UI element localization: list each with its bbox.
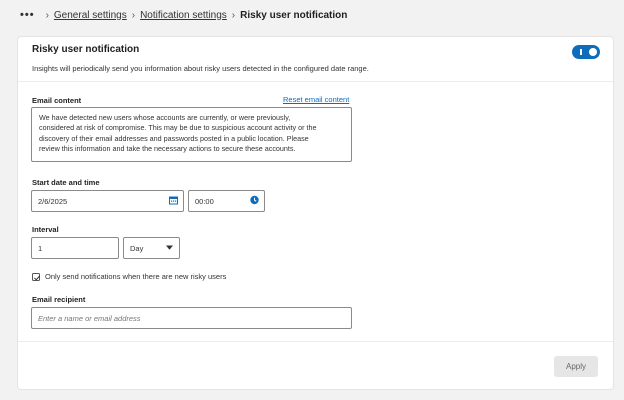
interval-value-input[interactable] xyxy=(31,237,119,259)
toggle-on-indicator xyxy=(580,49,582,55)
chevron-right-icon: › xyxy=(131,9,136,21)
interval-unit-value: Day xyxy=(130,243,144,253)
enable-toggle[interactable] xyxy=(572,45,600,59)
footer-divider xyxy=(18,341,613,342)
breadcrumb-general-settings[interactable]: General settings xyxy=(53,9,127,21)
start-time-input[interactable] xyxy=(188,190,265,212)
interval-label: Interval xyxy=(32,225,59,234)
card-header xyxy=(18,37,613,82)
card-description: Insights will periodically send you information about risky users detected in the configured date range. xyxy=(32,64,369,73)
email-recipient-placeholder: Enter a name or email address xyxy=(38,313,141,323)
only-new-checkbox[interactable] xyxy=(32,273,40,281)
settings-card xyxy=(17,36,614,390)
more-icon[interactable]: ••• xyxy=(20,9,35,21)
clock-icon[interactable] xyxy=(250,196,259,207)
start-time-value: 00:00 xyxy=(195,196,214,206)
breadcrumb-notification-settings[interactable]: Notification settings xyxy=(140,9,227,21)
chevron-right-icon: › xyxy=(45,9,49,21)
only-new-label[interactable]: Only send notifications when there are new risky users xyxy=(45,272,227,281)
start-date-value: 2/6/2025 xyxy=(38,196,68,206)
email-content-label: Email content xyxy=(32,96,82,105)
email-content-textarea[interactable]: We have detected new users whose accounts are currently, or were previously, considered at risk of compromise. This may be due to suspicious account activity or the discovery of their email addresses and passwords posted in a public location. Please review this information and take the necessary actions to secure these accounts. xyxy=(31,107,352,162)
start-date-label: Start date and time xyxy=(32,178,100,187)
breadcrumb-current: Risky user notification xyxy=(240,9,348,21)
calendar-icon[interactable] xyxy=(169,196,178,207)
caret-down-icon xyxy=(166,244,173,253)
interval-unit-select[interactable] xyxy=(123,237,180,259)
toggle-knob xyxy=(589,48,597,56)
email-recipient-input[interactable] xyxy=(31,307,352,329)
card-title: Risky user notification xyxy=(32,44,140,55)
interval-value: 1 xyxy=(38,243,43,253)
checkmark-icon xyxy=(33,274,41,282)
start-date-input[interactable] xyxy=(31,190,184,212)
chevron-right-icon: › xyxy=(231,9,236,21)
apply-button[interactable]: Apply xyxy=(554,356,598,377)
breadcrumb xyxy=(20,7,347,23)
reset-email-content-link[interactable]: Reset email content xyxy=(283,95,350,104)
email-recipient-label: Email recipient xyxy=(32,295,86,304)
